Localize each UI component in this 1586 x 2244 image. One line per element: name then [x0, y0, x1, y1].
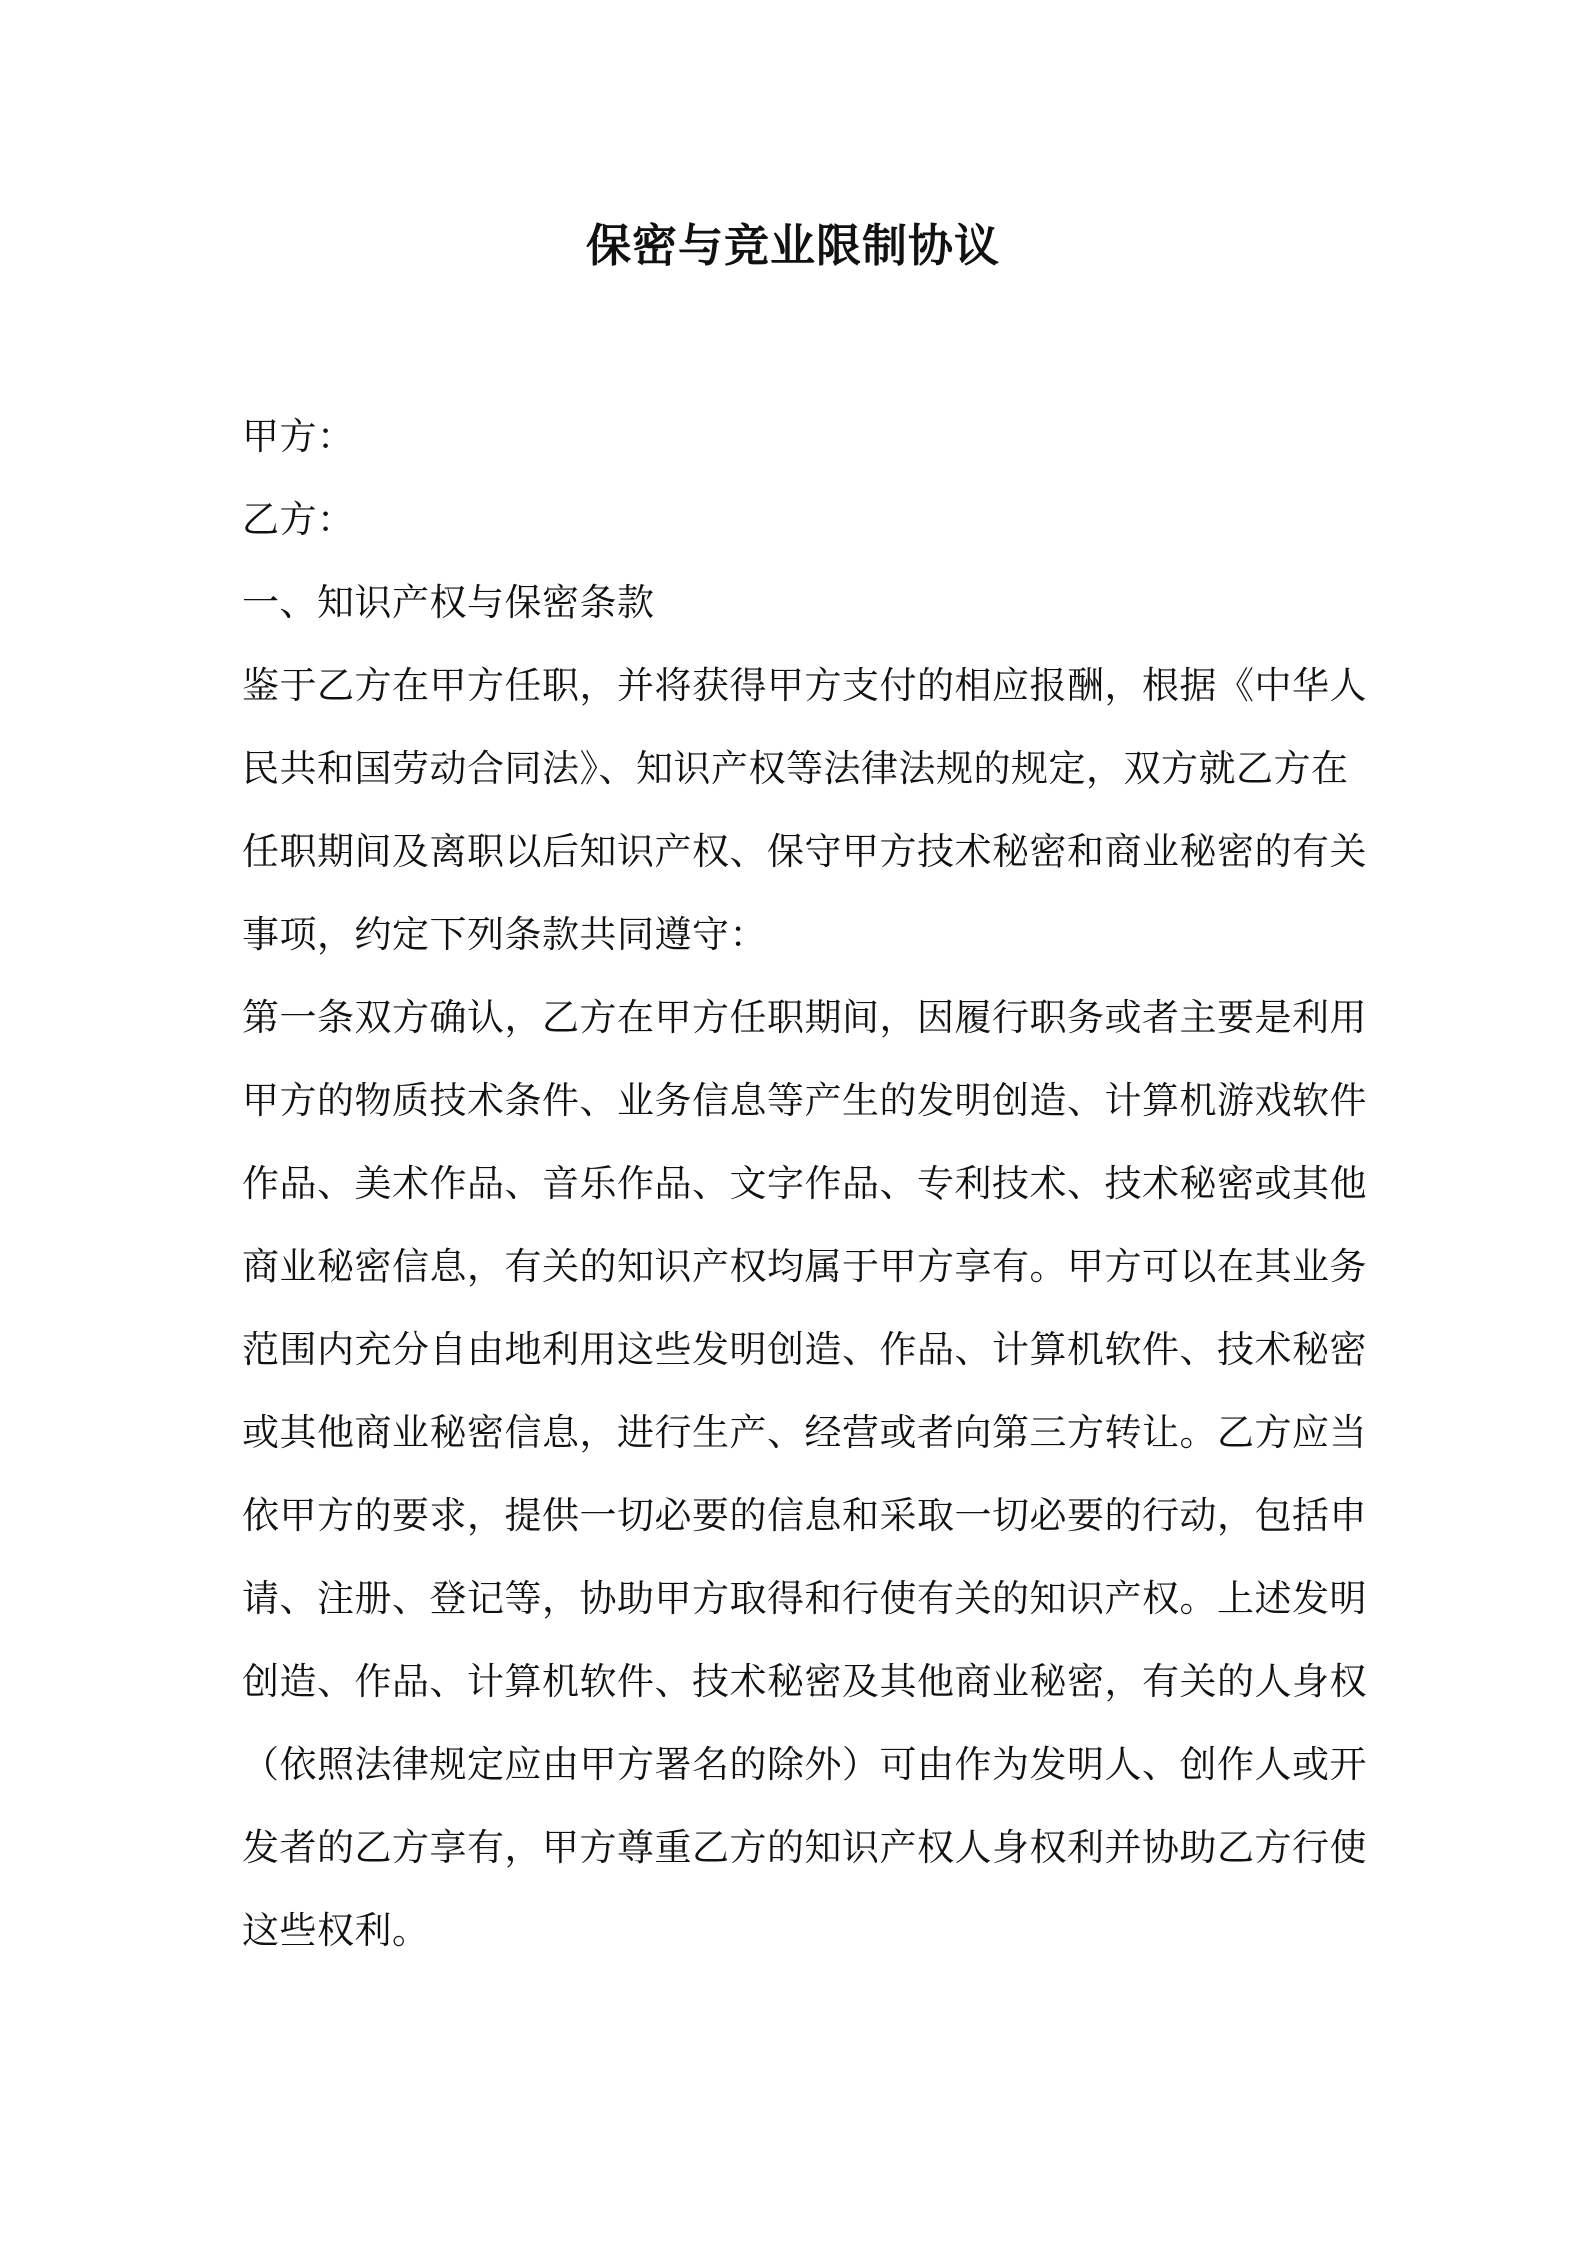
article-one-line: （依照法律规定应由甲方署名的除外）可由作为发明人、创作人或开: [242, 1743, 1367, 1786]
article-one-line: 这些权利。: [242, 1909, 430, 1952]
article-one-line: 创造、作品、计算机软件、技术秘密及其他商业秘密，有关的人身权: [242, 1660, 1367, 1703]
preamble-line: 鉴于乙方在甲方任职，并将获得甲方支付的相应报酬，根据《中华人: [242, 664, 1367, 707]
preamble-line: 民共和国劳动合同法》、知识产权等法律法规的规定，双方就乙方在: [242, 747, 1349, 790]
preamble-line: 任职期间及离职以后知识产权、保守甲方技术秘密和商业秘密的有关: [242, 830, 1367, 873]
party-b-label: 乙方：: [242, 498, 355, 541]
article-one-line: 作品、美术作品、音乐作品、文字作品、专利技术、技术秘密或其他: [242, 1162, 1367, 1205]
article-one-line: 第一条双方确认，乙方在甲方任职期间，因履行职务或者主要是利用: [242, 996, 1367, 1039]
article-one-line: 依甲方的要求，提供一切必要的信息和采取一切必要的行动，包括申: [242, 1494, 1367, 1537]
section-heading: 一、知识产权与保密条款: [242, 581, 655, 624]
article-one-line: 商业秘密信息，有关的知识产权均属于甲方享有。甲方可以在其业务: [242, 1245, 1367, 1288]
article-one-line: 范围内充分自由地利用这些发明创造、作品、计算机软件、技术秘密: [242, 1328, 1367, 1371]
article-one-line: 发者的乙方享有，甲方尊重乙方的知识产权人身权利并协助乙方行使: [242, 1826, 1367, 1869]
article-one-line: 请、注册、登记等，协助甲方取得和行使有关的知识产权。上述发明: [242, 1577, 1367, 1620]
party-a-label: 甲方：: [242, 415, 355, 458]
article-one-line: 或其他商业秘密信息，进行生产、经营或者向第三方转让。乙方应当: [242, 1411, 1367, 1454]
document-title: 保密与竞业限制协议: [585, 219, 1000, 272]
preamble-line: 事项，约定下列条款共同遵守：: [242, 913, 767, 956]
article-one-line: 甲方的物质技术条件、业务信息等产生的发明创造、计算机游戏软件: [242, 1079, 1367, 1122]
